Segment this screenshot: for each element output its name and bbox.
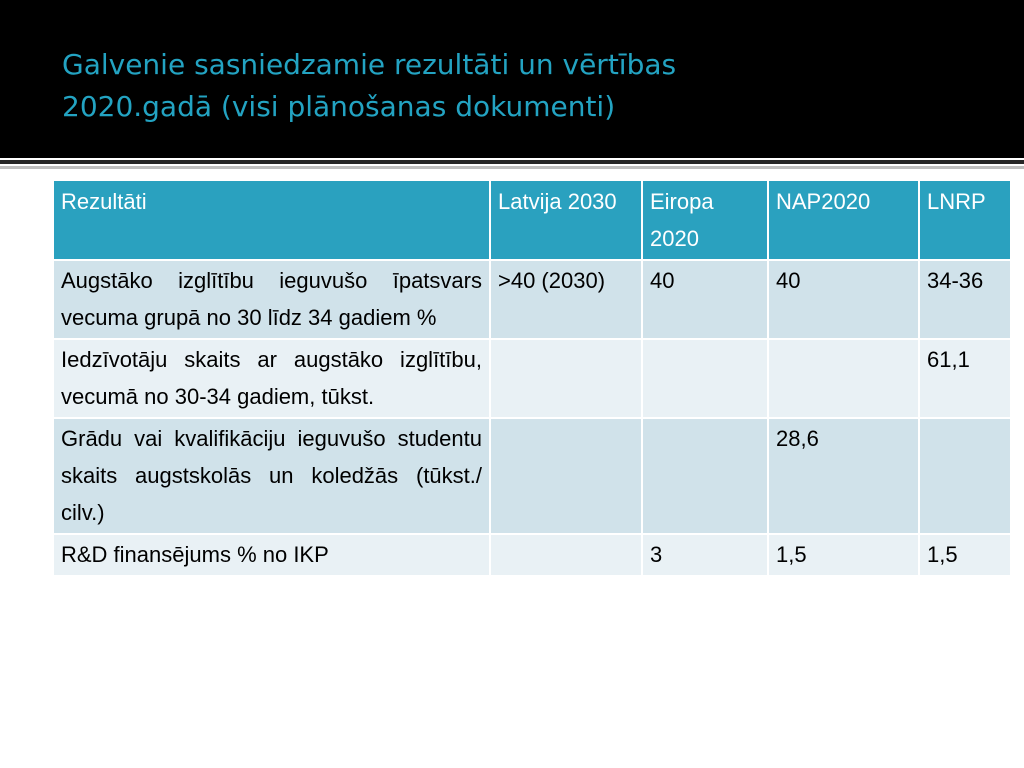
cell-latvija <box>490 418 642 534</box>
table-row <box>53 418 1011 534</box>
cell-nap <box>768 339 919 418</box>
cell-eiropa <box>642 339 768 418</box>
row-label: R&D finansējums % no IKP <box>53 534 490 576</box>
table-row <box>53 260 1011 339</box>
table-header-row <box>53 180 1011 260</box>
cell-eiropa: 3 <box>642 534 768 576</box>
cell-lnrp: 1,5 <box>919 534 1011 576</box>
header-latvija-2030: Latvija 2030 <box>490 180 642 260</box>
cell-latvija <box>490 534 642 576</box>
cell-lnrp: 34-36 <box>919 260 1011 339</box>
table-row <box>53 534 1011 576</box>
header-eiropa-2020: Eiropa 2020 <box>642 180 768 260</box>
cell-lnrp <box>919 418 1011 534</box>
cell-eiropa <box>642 418 768 534</box>
cell-latvija <box>490 339 642 418</box>
slide-title-line-2: 2020.gadā (visi plānošanas dokumenti) <box>62 90 616 123</box>
row-label: Grādu vai kvalifikāciju ieguvušo studentu skaits augstskolās un koledžās (tūkst./ cilv.) <box>53 418 490 534</box>
header-nap2020: NAP2020 <box>768 180 919 260</box>
results-table <box>52 179 1012 577</box>
header-rezultati: Rezultāti <box>53 180 490 260</box>
cell-nap: 40 <box>768 260 919 339</box>
row-label: Iedzīvotāju skaits ar augstāko izglītību, vecumā no 30-34 gadiem, tūkst. <box>53 339 490 418</box>
cell-nap: 28,6 <box>768 418 919 534</box>
title-bar <box>0 0 1024 158</box>
slide-title-line-1: Galvenie sasniedzamie rezultāti un vērtības <box>62 48 677 81</box>
table-row <box>53 339 1011 418</box>
header-lnrp: LNRP <box>919 180 1011 260</box>
cell-nap: 1,5 <box>768 534 919 576</box>
title-divider <box>0 160 1024 164</box>
cell-eiropa: 40 <box>642 260 768 339</box>
title-divider-shadow <box>0 166 1024 169</box>
cell-lnrp: 61,1 <box>919 339 1011 418</box>
row-label: Augstāko izglītību ieguvušo īpatsvars vecuma grupā no 30 līdz 34 gadiem % <box>53 260 490 339</box>
cell-latvija: >40 (2030) <box>490 260 642 339</box>
slide-title <box>62 44 962 128</box>
